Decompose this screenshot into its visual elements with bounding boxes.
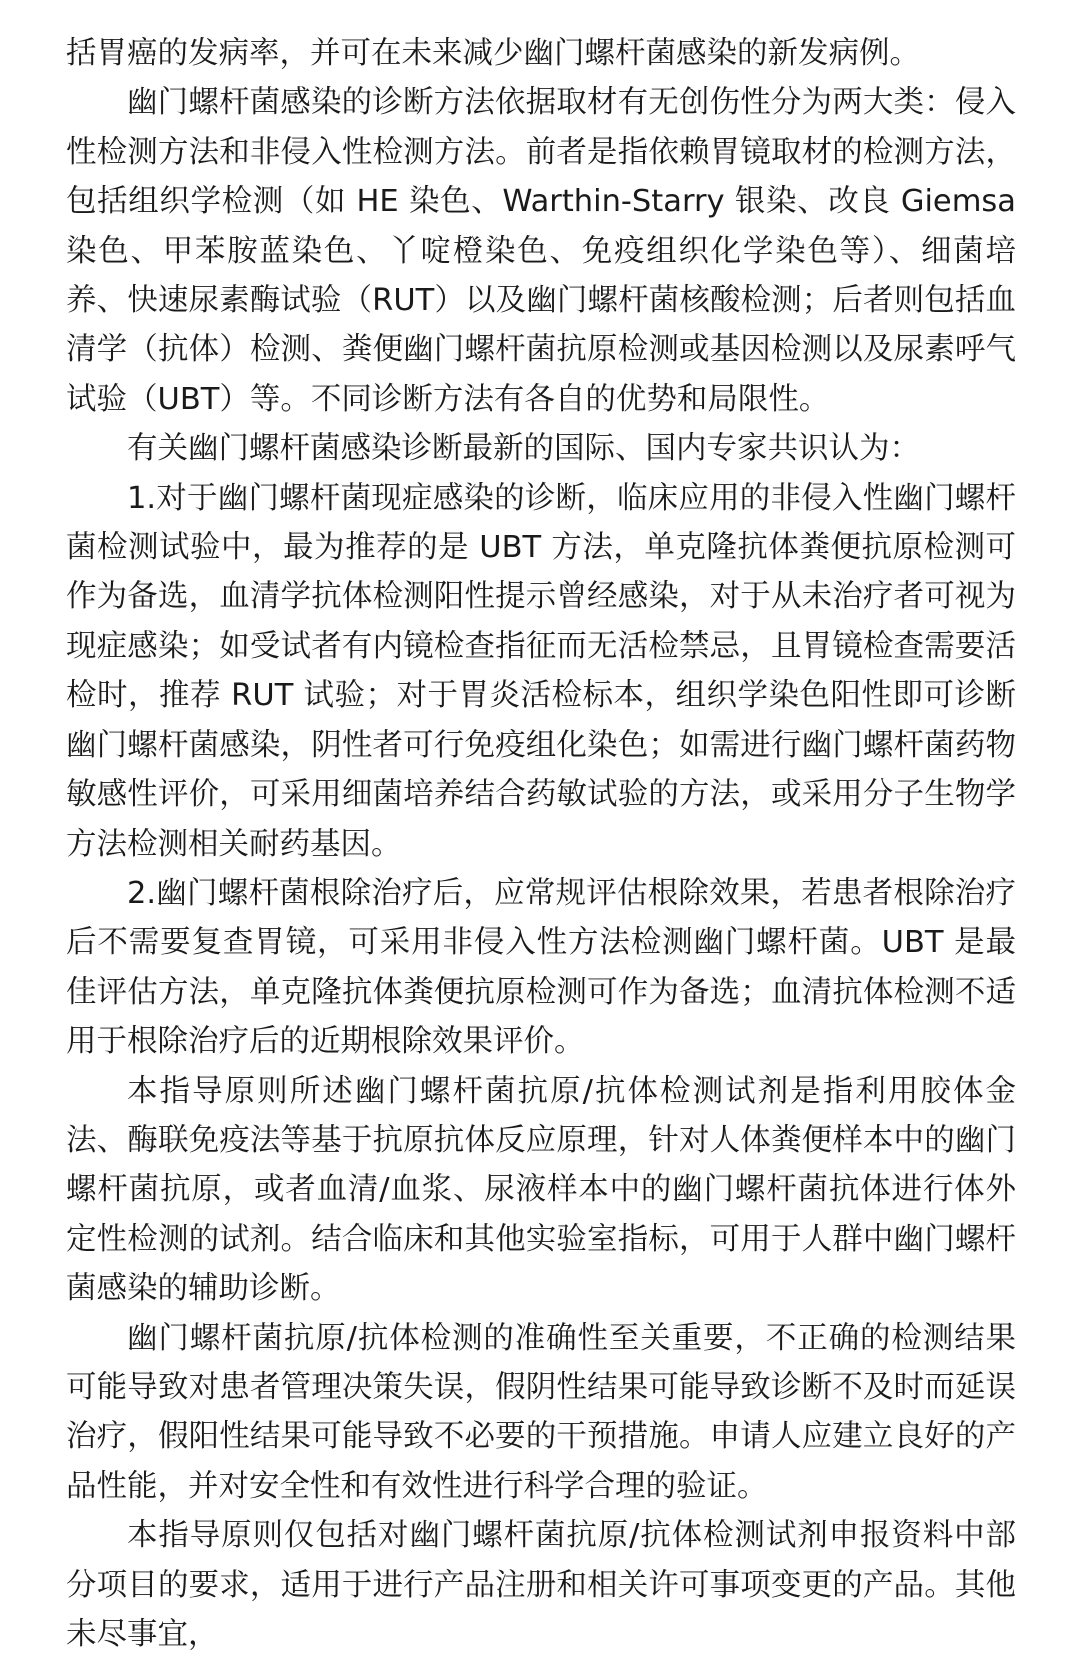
paragraph-consensus-item-2: 2.幽门螺杆菌根除治疗后，应常规评估根除效果，若患者根除治疗后不需要复查胃镜，可采用非侵入性方法检测幽门螺杆菌。UBT 是最佳评估方法，单克隆抗体粪便抗原检测可作为备选；血清抗体检测不适用于根除治疗后的近期根除效果评价。 [66, 875, 1016, 1060]
paragraph-consensus-item-1: 1.对于幽门螺杆菌现症感染的诊断，临床应用的非侵入性幽门螺杆菌检测试验中，最为推荐的是 UBT 方法，单克隆抗体粪便抗原检测可作为备选，血清学抗体检测阳性提示曾经感染，对于从未治疗者可视为现症感染；如受试者有内镜检查指征而无活检禁忌，且胃镜检查需要活检时，推荐 RUT 试验；对于胃炎活检标本，组织学染色阳性即可诊断幽门螺杆菌感染，阴性者可行免疫组化染色；如需进行幽门螺杆菌药物敏感性评价，可采用细菌培养结合药敏试验的方法，或采用分子生物学方法检测相关耐药基因。 [66, 480, 1016, 862]
paragraph-diagnosis-methods: 幽门螺杆菌感染的诊断方法依据取材有无创伤性分为两大类：侵入性检测方法和非侵入性检测方法。前者是指依赖胃镜取材的检测方法，包括组织学检测（如 HE 染色、Warthin-Starry 银染、改良 Giemsa 染色、甲苯胺蓝染色、丫啶橙染色、免疫组织化学染色等）、细菌培养、快速尿素酶试验（RUT）以及幽门螺杆菌核酸检测；后者则包括血清学（抗体）检测、粪便幽门螺杆菌抗原检测或基因检测以及尿素呼气试验（UBT）等。不同诊断方法有各自的优势和局限性。 [66, 85, 1016, 417]
paragraph-guideline-scope: 本指导原则仅包括对幽门螺杆菌抗原/抗体检测试剂申报资料中部分项目的要求，适用于进行产品注册和相关许可事项变更的产品。其他未尽事宜， [66, 1518, 1016, 1652]
document-page [66, 29, 1016, 1659]
paragraph-accuracy: 幽门螺杆菌抗原/抗体检测的准确性至关重要，不正确的检测结果可能导致对患者管理决策失误，假阴性结果可能导致诊断不及时而延误治疗，假阳性结果可能导致不必要的干预措施。申请人应建立良好的产品性能，并对安全性和有效性进行科学合理的验证。 [66, 1320, 1016, 1504]
paragraph-continuation: 括胃癌的发病率，并可在未来减少幽门螺杆菌感染的新发病例。 [66, 36, 920, 71]
paragraph-consensus-intro: 有关幽门螺杆菌感染诊断最新的国际、国内专家共识认为： [127, 431, 920, 467]
paragraph-reagent-scope: 本指导原则所述幽门螺杆菌抗原/抗体检测试剂是指利用胶体金法、酶联免疫法等基于抗原抗体反应原理，针对人体粪便样本中的幽门螺杆菌抗原，或者血清/血浆、尿液样本中的幽门螺杆菌抗体进行体外定性检测的试剂。结合临床和其他实验室指标，可用于人群中幽门螺杆菌感染的辅助诊断。 [66, 1073, 1016, 1307]
